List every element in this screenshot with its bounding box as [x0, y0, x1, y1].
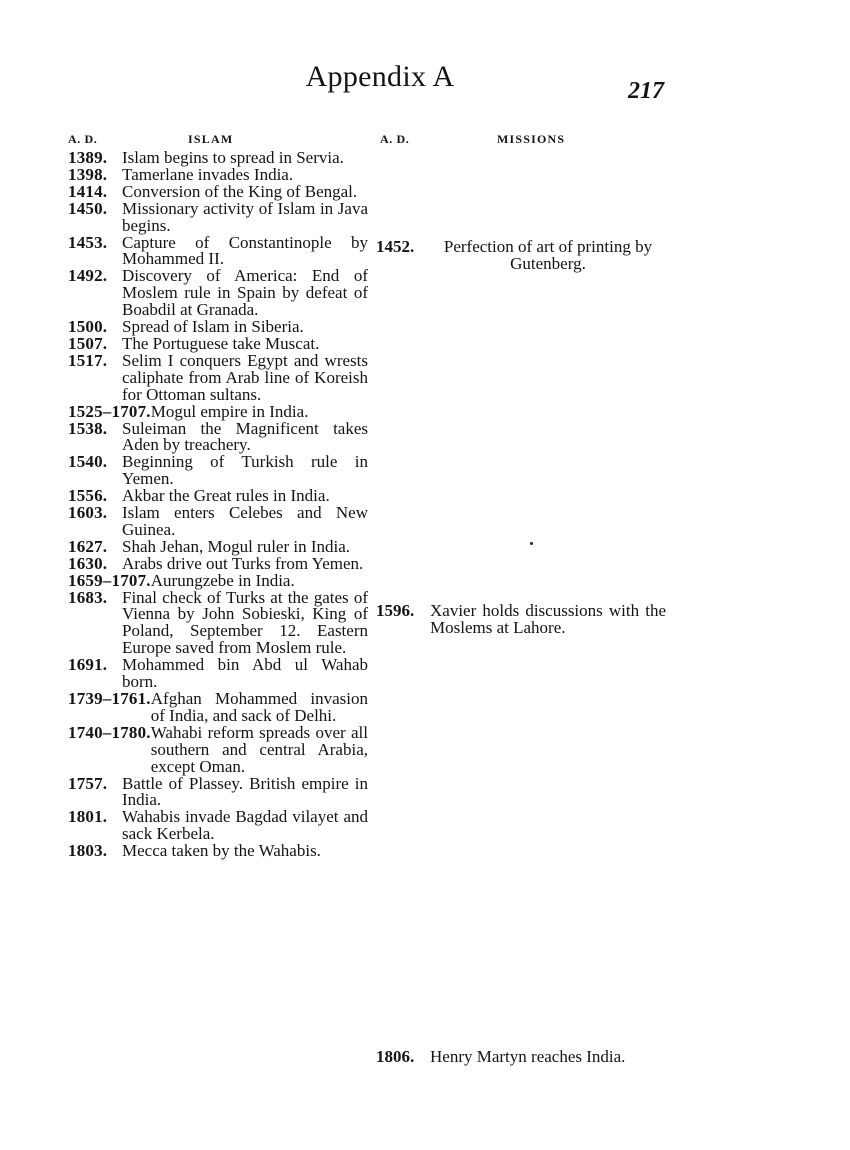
- entry-year: 1538.: [68, 418, 108, 438]
- entry-year: 1453.: [68, 232, 108, 252]
- entry-text: Wahabi reform spreads over all southern and central Arabia, except Oman.: [150, 722, 368, 776]
- entry-text: Final check of Turks at the gates of Vienna by John Sobieski, King of Poland, September 12. Eastern Europe saved from Moslem rule.: [122, 587, 368, 658]
- entry-text: Afghan Mohammed invasion of India, and sack of Delhi.: [150, 689, 368, 725]
- entry-text: Mecca taken by the Wahabis.: [122, 841, 321, 861]
- islam-entry: [68, 401, 368, 421]
- entry-text: Capture of Constantinople by Mohammed II.: [122, 232, 368, 269]
- entry-year: 1627.: [68, 536, 108, 556]
- entry-year: 1739–1761.: [68, 689, 151, 708]
- entry-text: Mohammed bin Abd ul Wahab born.: [122, 655, 368, 692]
- mission-entry: [376, 603, 666, 637]
- entry-year: 1603.: [68, 503, 108, 523]
- entry-year: 1492.: [68, 266, 108, 286]
- entry-text: Aurungzebe in India.: [150, 570, 295, 590]
- entry-year: 1801.: [68, 807, 108, 827]
- islam-entry: [68, 691, 368, 725]
- entry-year: 1500.: [68, 317, 108, 337]
- column-header-islam: ISLAM: [188, 132, 234, 146]
- islam-entry: [68, 350, 368, 404]
- entry-text: Discovery of America: End of Moslem rule in Spain by defeat of Boabdil at Granada.: [122, 266, 368, 320]
- mission-entry: [376, 1049, 666, 1066]
- entry-text: Battle of Plassey. British empire in India.: [122, 773, 368, 810]
- entry-text: Tamerlane invades India.: [122, 164, 294, 184]
- entry-text: Henry Martyn reaches India.: [430, 1047, 626, 1066]
- entry-year: 1806.: [376, 1047, 415, 1066]
- column-header-missions: MISSIONS: [497, 132, 566, 146]
- entry-year: 1414.: [68, 181, 108, 201]
- mission-entry: [376, 239, 666, 273]
- entry-text: Arabs drive out Turks from Yemen.: [122, 553, 364, 573]
- entry-text: Conversion of the King of Bengal.: [122, 181, 358, 201]
- entry-year: 1525–1707.: [68, 401, 151, 421]
- islam-entry: [68, 657, 368, 691]
- page-number: 217: [628, 78, 664, 104]
- entry-text: Shah Jehan, Mogul ruler in India.: [122, 536, 351, 556]
- entry-text: Missionary activity of Islam in Java begins.: [122, 198, 368, 235]
- entry-year: 1757.: [68, 773, 108, 793]
- islam-entry: [68, 268, 368, 319]
- islam-timeline: [68, 150, 368, 860]
- islam-entry: [68, 809, 368, 843]
- entry-year: 1540.: [68, 452, 108, 472]
- entry-year: 1398.: [68, 164, 108, 184]
- entry-text: Mogul empire in India.: [150, 401, 309, 421]
- islam-entry: [68, 587, 368, 658]
- entry-year: 1630.: [68, 553, 108, 573]
- islam-entry: [68, 418, 368, 455]
- entry-text: Islam enters Celebes and New Guinea.: [122, 503, 368, 539]
- entry-year: 1452.: [376, 237, 415, 256]
- entry-text: The Portuguese take Muscat.: [122, 333, 320, 353]
- entry-text: Spread of Islam in Siberia.: [122, 317, 304, 337]
- islam-entry: [68, 232, 368, 269]
- islam-entry: [68, 773, 368, 810]
- entry-year: 1507.: [68, 333, 108, 353]
- column-header-ad-missions: A. D.: [380, 132, 410, 146]
- stray-dot: [530, 542, 533, 545]
- entry-year: 1740–1780.: [68, 722, 151, 742]
- entry-year: 1556.: [68, 486, 108, 506]
- entry-year: 1450.: [68, 198, 108, 218]
- entry-text: Perfection of art of printing by Gutenberg.: [443, 237, 653, 273]
- entry-text: Wahabis invade Bagdad vilayet and sack Kerbela.: [122, 807, 368, 844]
- entry-year: 1596.: [376, 601, 415, 620]
- islam-entry: [68, 505, 368, 539]
- islam-entry: [68, 722, 368, 776]
- page-title: Appendix A: [305, 60, 455, 93]
- entry-text: Suleiman the Magnificent takes Aden by treachery.: [122, 418, 368, 455]
- entry-year: 1659–1707.: [68, 570, 151, 590]
- column-header-ad-islam: A. D.: [68, 132, 98, 146]
- entry-text: Islam begins to spread in Servia.: [122, 148, 344, 167]
- islam-entry: [68, 454, 368, 488]
- entry-year: 1683.: [68, 587, 108, 607]
- entry-text: Selim I conquers Egypt and wrests caliphate from Arab line of Koreish for Ottoman sultans.: [122, 350, 368, 404]
- entry-text: Beginning of Turkish rule in Yemen.: [122, 452, 368, 489]
- entry-year: 1389.: [68, 148, 108, 167]
- islam-entry: [68, 198, 368, 235]
- entry-text: Akbar the Great rules in India.: [122, 486, 330, 506]
- entry-year: 1803.: [68, 841, 108, 861]
- islam-entry: [68, 843, 368, 860]
- entry-text: Xavier holds discussions with the Moslems at Lahore.: [430, 601, 666, 637]
- entry-year: 1691.: [68, 655, 108, 675]
- entry-year: 1517.: [68, 350, 108, 370]
